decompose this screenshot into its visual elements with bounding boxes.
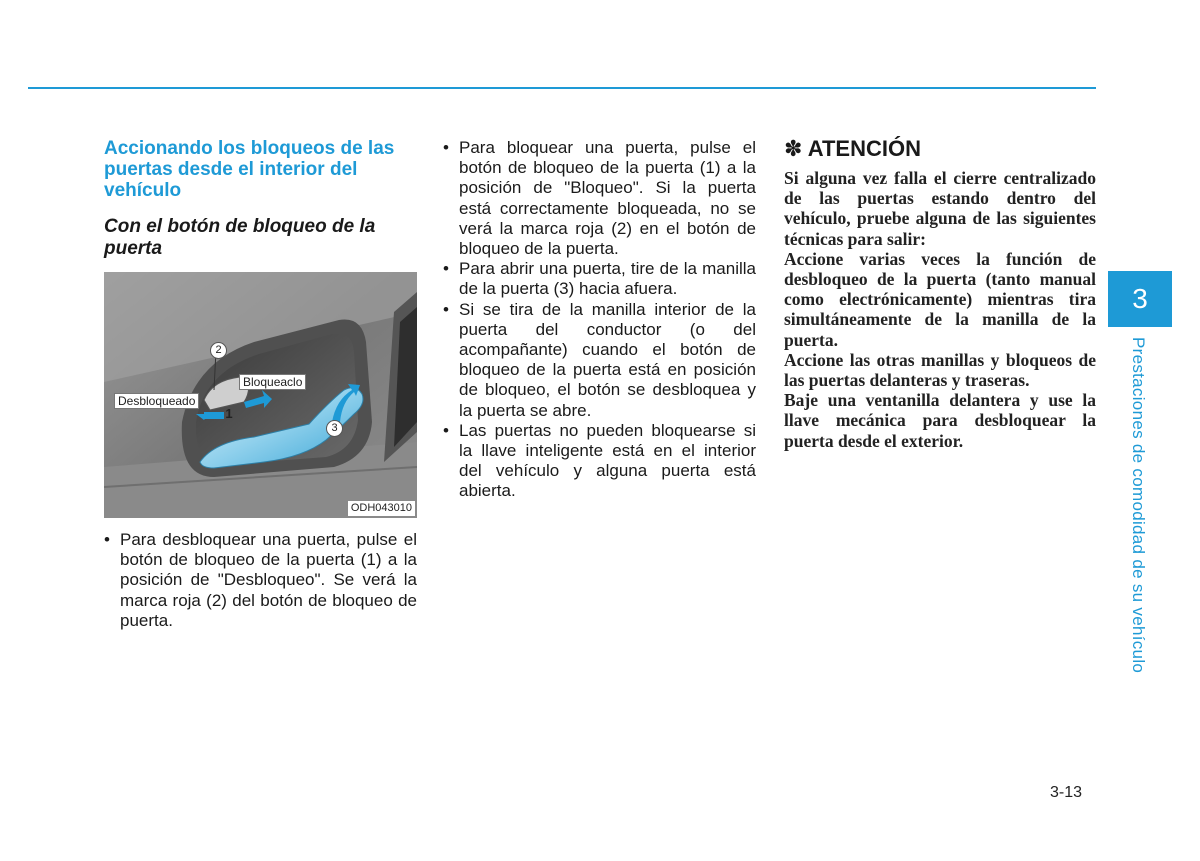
list-item-text: Las puertas no pueden bloquearse si la llave inteligente está en el interior del vehículo y alguna puerta está abierta. [459, 420, 756, 501]
list-item [443, 138, 756, 259]
bullet-icon: • [443, 420, 449, 440]
bullet-icon: • [443, 259, 449, 279]
attention-paragraph: Accione varias veces la función de desbloqueo de la puerta (tanto manual como electrónicamente) mientras tira simultáneamente de la manilla de la puerta. [784, 248, 1096, 350]
left-bullet-list [104, 530, 417, 631]
list-item [443, 300, 756, 421]
chapter-tab: 3 [1108, 271, 1172, 327]
attention-body [784, 168, 1096, 451]
list-item-text: Si se tira de la manilla interior de la puerta del conductor (o del acompañante) cuando el botón de bloqueo de la puerta está en posición de bloqueo, el botón se desbloquea y la puerta se abre. [459, 299, 756, 420]
door-handle-figure [104, 272, 417, 518]
list-item [443, 259, 756, 299]
attention-paragraph: Accione las otras manillas y bloqueos de las puertas delanteras y traseras. [784, 349, 1096, 391]
attention-paragraph: Baje una ventanilla delantera y use la llave mecánica para desbloquear la puerta desde el exterior. [784, 390, 1096, 451]
bullet-icon: • [443, 138, 449, 157]
marker-1: 1 [225, 406, 233, 421]
label-unlocked: Desbloqueado [114, 393, 199, 409]
list-item [443, 421, 756, 502]
list-item [104, 530, 417, 631]
list-item-text: Para abrir una puerta, tire de la manilla de la puerta (3) hacia afuera. [459, 259, 756, 299]
middle-column [443, 138, 756, 502]
attention-box [784, 136, 1096, 451]
page-number: 3-13 [1050, 784, 1083, 801]
label-locked: Bloqueaclo [239, 374, 306, 390]
attention-title: ✽ ATENCIÓN [784, 136, 921, 161]
marker-2: 2 [210, 342, 227, 359]
figure-code: ODH043010 [348, 501, 415, 516]
chapter-title: Prestaciones de comodidad de su vehículo [1129, 337, 1148, 674]
attention-paragraph: Si alguna vez falla el cierre centralizado de las puertas estando dentro del vehículo, pruebe alguna de las siguientes técnicas para salir: [784, 168, 1096, 249]
left-column [104, 138, 417, 631]
bullet-icon: • [443, 299, 449, 319]
bullet-icon: • [104, 530, 110, 549]
header-rule [28, 87, 1096, 89]
section-heading: Accionando los bloqueos de las puertas desde el interior del vehículo [104, 138, 395, 201]
sub-heading: Con el botón de bloqueo de la puerta [104, 216, 376, 259]
list-item-text: Para bloquear una puerta, pulse el botón de bloqueo de la puerta (1) a la posición de "Bloqueo". Si la puerta está correctamente bloqueada, no se verá la marca roja (2) en el botón de bloqueo de la puerta. [459, 138, 756, 259]
middle-bullet-list [443, 138, 756, 502]
marker-3: 3 [326, 420, 343, 437]
list-item-text: Para desbloquear una puerta, pulse el botón de bloqueo de la puerta (1) a la posición de "Desbloqueo". Se verá la marca roja (2) del botón de bloqueo de puerta. [120, 530, 417, 630]
